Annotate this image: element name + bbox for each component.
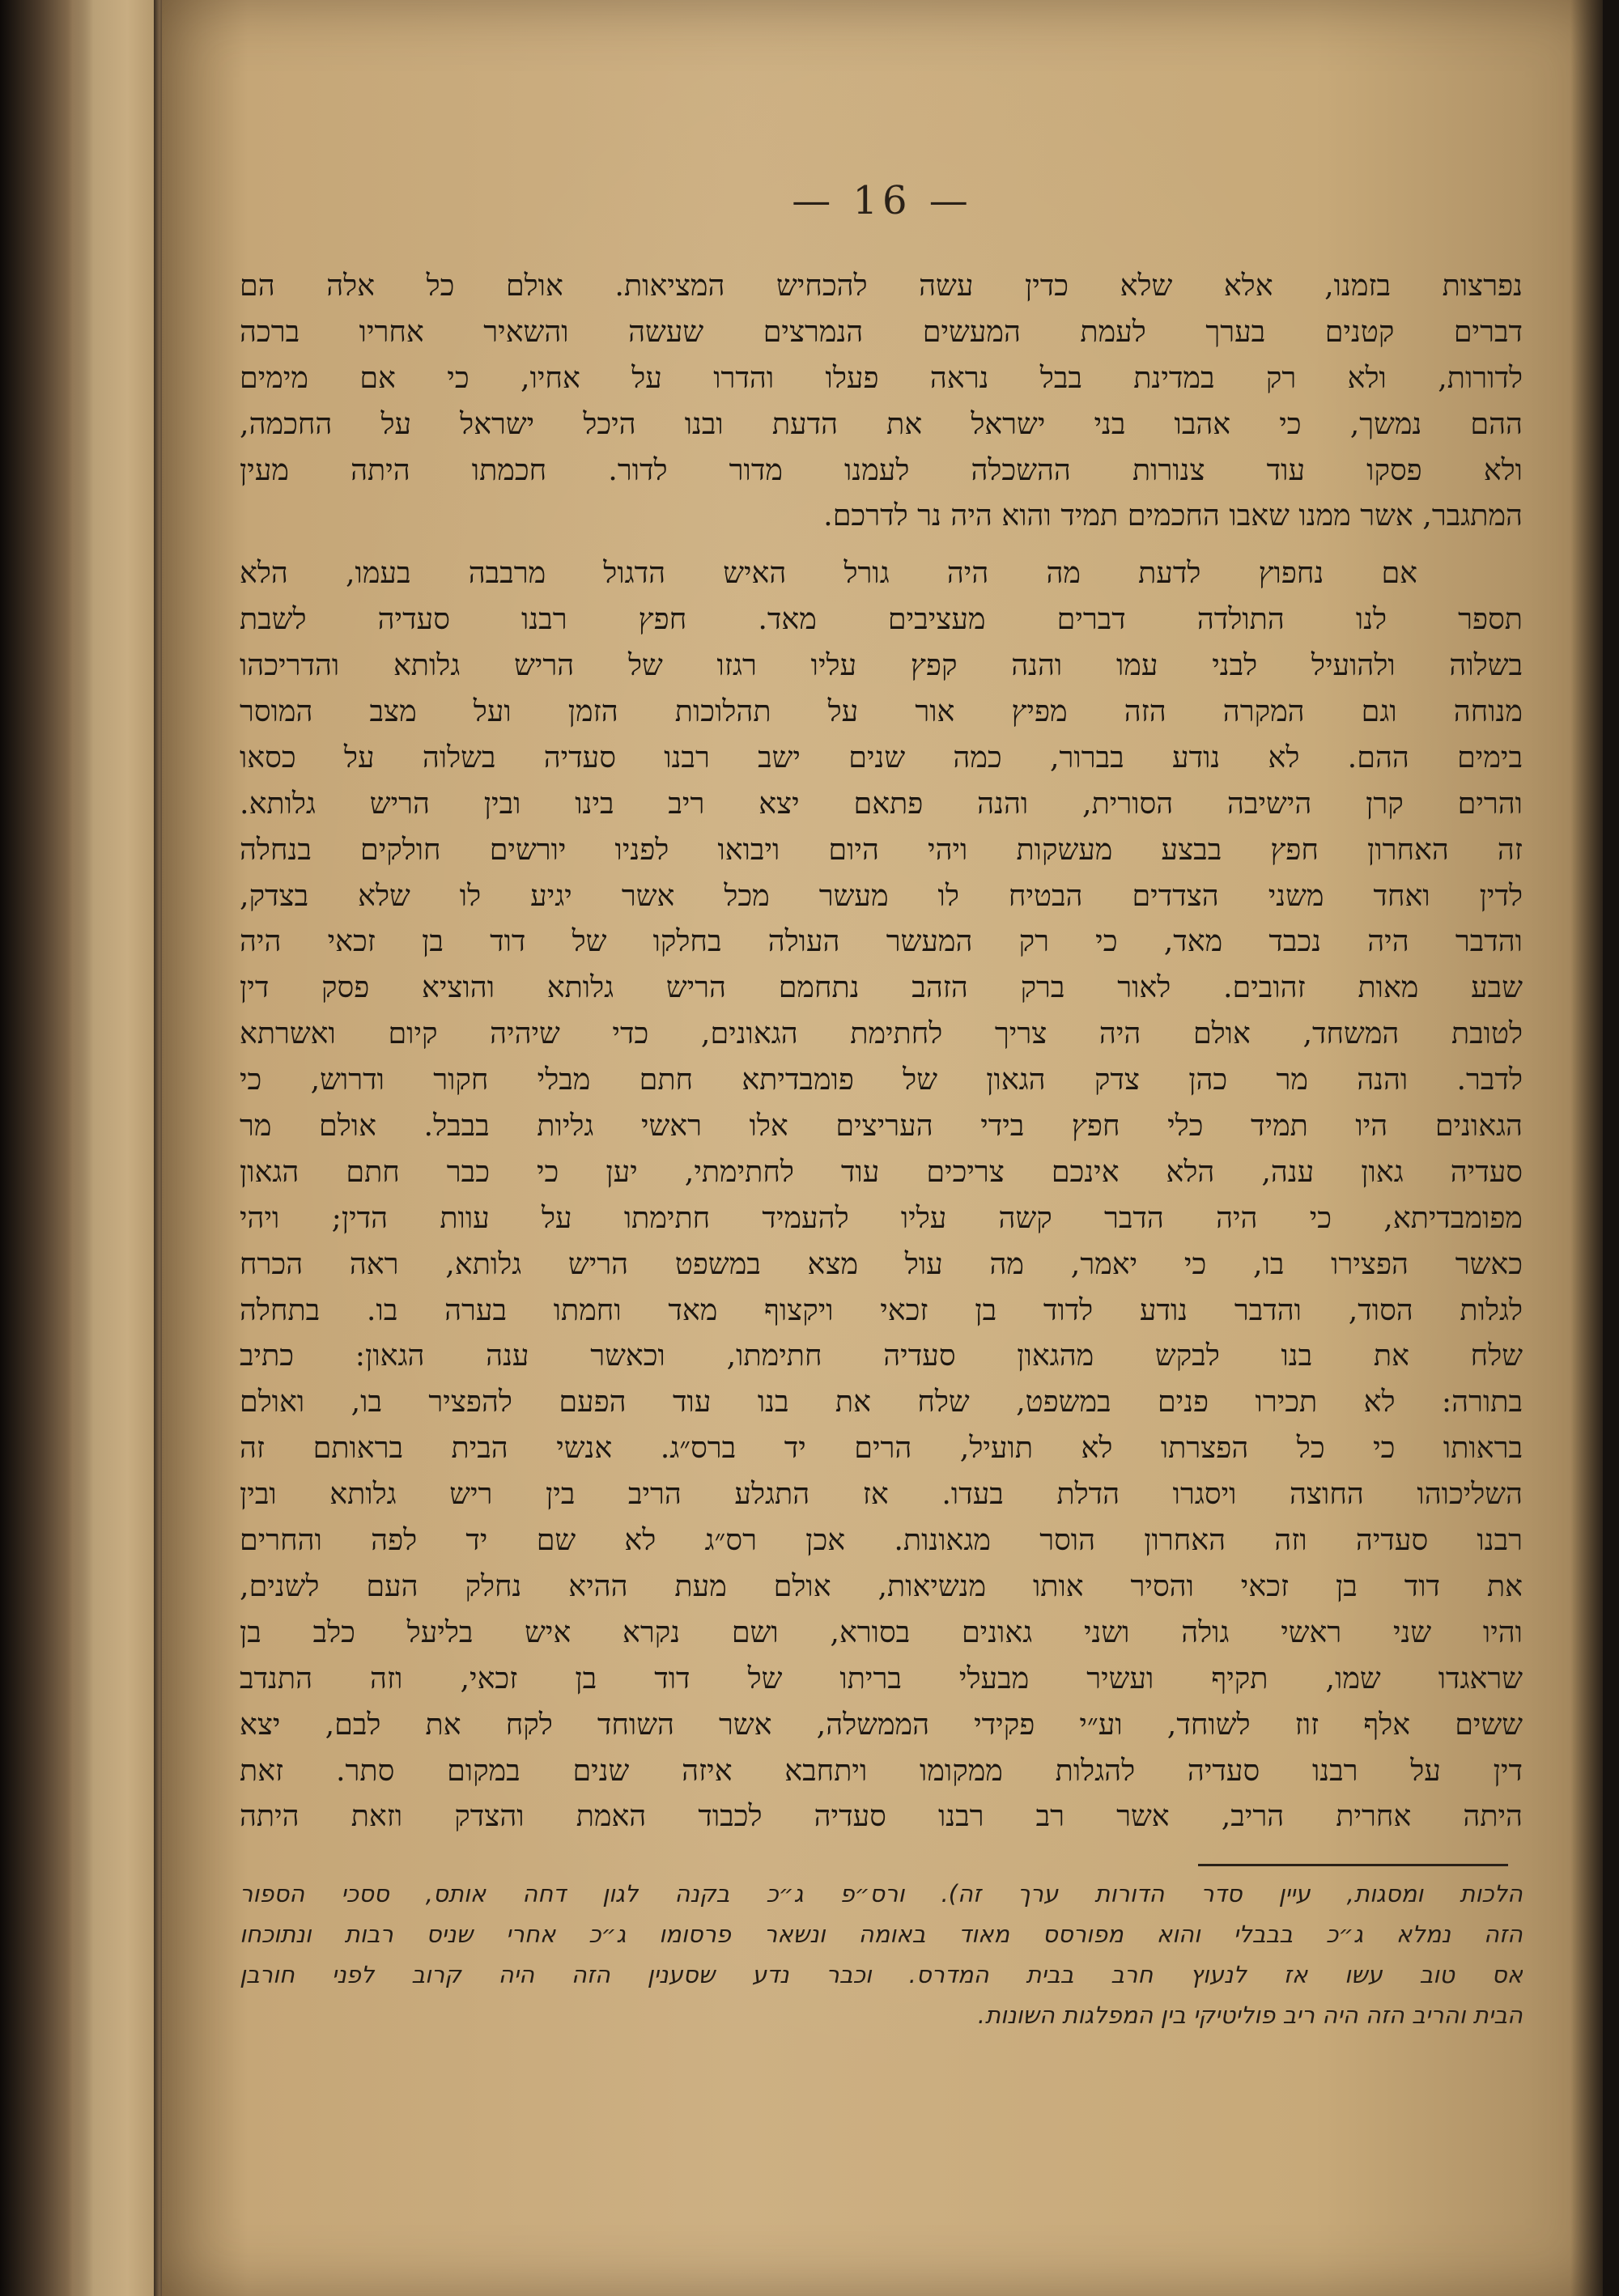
text-line: והרים קרן הישיבה הסורית, והנה פתאם יצא ריב בינו ובין הריש גלותא. (240, 785, 1523, 821)
paragraph-gap (240, 539, 1523, 550)
text-line: לטובת המשחד, אולם היה צריך לחתימת הגאונים, כדי שיהיה קיום ואשרתא (240, 1016, 1523, 1051)
text-line: רבנו סעדיה וזה האחרון הוסר מגאונות. אכן רס״ג לא שם יד לפה והחרים (240, 1522, 1523, 1558)
text-line: דין על רבנו סעדיה להגלות ממקומו ויתחבא איזה שנים במקום סתר. זאת (240, 1752, 1523, 1788)
text-line: נפרצות בזמנו, אלא שלא כדין עשה להכחיש המציאות. אולם כל אלה הם (240, 268, 1523, 303)
text-line: היתה אחרית הריב, אשר רב רבנו סעדיה לכבוד האמת והצדק וזאת היתה (240, 1798, 1523, 1834)
text-line: בראותו כי כל הפצרתו לא תועיל, הרים יד ברס״ג. אנשי הבית בראותם זה (240, 1430, 1523, 1466)
footnotes (240, 1874, 1523, 2035)
text-line: השליכוהו החוצה ויסגרו הדלת בעדו. אז התגלע הריב בין ריש גלותא ובין (240, 1476, 1523, 1512)
text-line: שלח את בנו לבקש מהגאון סעדיה חתימתו, וכאשר ענה הגאון: כתיב (240, 1338, 1523, 1373)
text-line: בימים ההם. לא נודע בברור, כמה שנים ישב רבנו סעדיה בשלוה על כסאו (240, 739, 1523, 775)
text-line: המתגבר, אשר ממנו שאבו החכמים תמיד והוא היה נר לדרכם. (823, 498, 1523, 533)
text-line: את דוד בן זכאי והסיר אותו מנשיאות, אולם מעת ההיא נחלק העם לשנים, (240, 1568, 1523, 1603)
text-line: בשלוה ולהועיל לבני עמו והנה קפץ עליו רגזו של הריש גלותא והדריכהו (240, 647, 1523, 683)
text-line: ששים אלף זוז לשוחד, וע״י פקידי הממשלה, אשר השוחד לקח את לבם, יצא (240, 1706, 1523, 1742)
text-line: ההם נמשך, כי אהבו בני ישראל את הדעת ובנו היכל ישראל על החכמה, (240, 405, 1523, 441)
footnote-line: אס טוב עשו אז לנעוץ חרב בבית המדרס. וכבר נדע שסענין הזה היה קרוב לפני חורבן (240, 1961, 1523, 1988)
paragraph (240, 263, 1523, 539)
text-line: והיו שני ראשי גולה ושני גאונים בסורא, ושם נקרא איש בליעל כלב בן (240, 1614, 1523, 1649)
paragraph (240, 550, 1523, 1840)
text-line: לדורות, ולא רק במדינת בבל נראה פעלו והדרו על אחיו, כי אם מימים (240, 359, 1523, 395)
text-line: לדין ואחד משני הצדדים הבטיח לו מעשר מכל אשר יגיע לו שלא בצדק, (240, 877, 1523, 913)
text-line: כאשר הפצירו בו, כי יאמר, מה עול מצא במשפט הריש גלותא, ראה הכרח (240, 1246, 1523, 1281)
main-body-text (240, 263, 1523, 1840)
footnote-separator-rule (1198, 1864, 1508, 1866)
text-line: זה האחרון חפץ בבצע מעשקות ויהי היום ויבואו לפניו יורשים חולקים בנחלה (240, 831, 1523, 867)
previous-page-stub (0, 0, 170, 2296)
text-line: שראגדו שמו, תקיף ועשיר מבעלי בריתו של דוד בן זכאי, וזה התנדב (240, 1660, 1523, 1695)
text-line: תספר לנו התולדה דברים מעציבים מאד. חפץ רבנו סעדיה לשבת (240, 601, 1523, 637)
footnote-line: הבית והריב הזה היה ריב פוליטיקי בין המפלגות השונות. (977, 2001, 1523, 2029)
text-line: לגלות הסוד, והדבר נודע לדוד בן זכאי ויקצוף מאד וחמתו בערה בו. בתחלה (240, 1292, 1523, 1327)
text-line: לדבר. והנה מר כהן צדק הגאון של פומבדיתא חתם מבלי חקור ודרוש, כי (240, 1062, 1523, 1097)
text-line: בתורה: לא תכירו פנים במשפט, שלח את בנו עוד הפעם להפציר בו, ואולם (240, 1384, 1523, 1420)
footnote-line: הזה נמלא ג״כ בבבלי והוא מפורסס מאוד באומה ונשאר פרסומו ג״כ אחרי שניס רבות ונתוכחו (240, 1920, 1523, 1948)
text-line: שבע מאות זהובים. לאור ברק הזהב נתחמם הריש גלותא והוציא פסק דין (240, 970, 1523, 1005)
page-right-edge-shadow (1570, 0, 1603, 2296)
text-line: סעדיה גאון ענה, הלא אינכם צריכים עוד לחתימתי, יען כי כבר חתם הגאון (240, 1153, 1523, 1189)
text-line: ולא פסקו עוד צנורות ההשכלה לעמנו מדור לדור. חכמתו היתה מעין (240, 452, 1523, 487)
footnote-line: הלכות ומסגות, עיין סדר הדורות ערך זה). ורס״פ ג״כ בקנה לגון דחה אותס, ססכי הספור (240, 1880, 1523, 1908)
text-line: מנוחה וגם המקרה הזה מפיץ אור על תהלוכות הזמן ועל מצב המוסר (240, 694, 1523, 729)
text-line: דברים קטנים בערך לעמת המעשים הנמרצים שעשה והשאיר אחריו ברכה (240, 313, 1523, 349)
page-sheet (162, 0, 1603, 2296)
text-line: הגאונים היו תמיד כלי חפץ בידי העריצים אלו ראשי גליות בבבל. אולם מר (240, 1108, 1523, 1144)
text-line: אם נחפוץ לדעת מה היה גורל האיש הדגול מרבבה בעמו, הלא (240, 555, 1417, 591)
text-line: מפומבדיתא, כי היה הדבר קשה עליו להעמיד חתימתו על עוות הדין; ויהי (240, 1199, 1523, 1235)
page-number: — 16 — (792, 178, 973, 223)
text-line: והדבר היה נכבד מאד, כי רק המעשר העולה בחלקו של דוד בן זכאי היה (240, 923, 1523, 959)
